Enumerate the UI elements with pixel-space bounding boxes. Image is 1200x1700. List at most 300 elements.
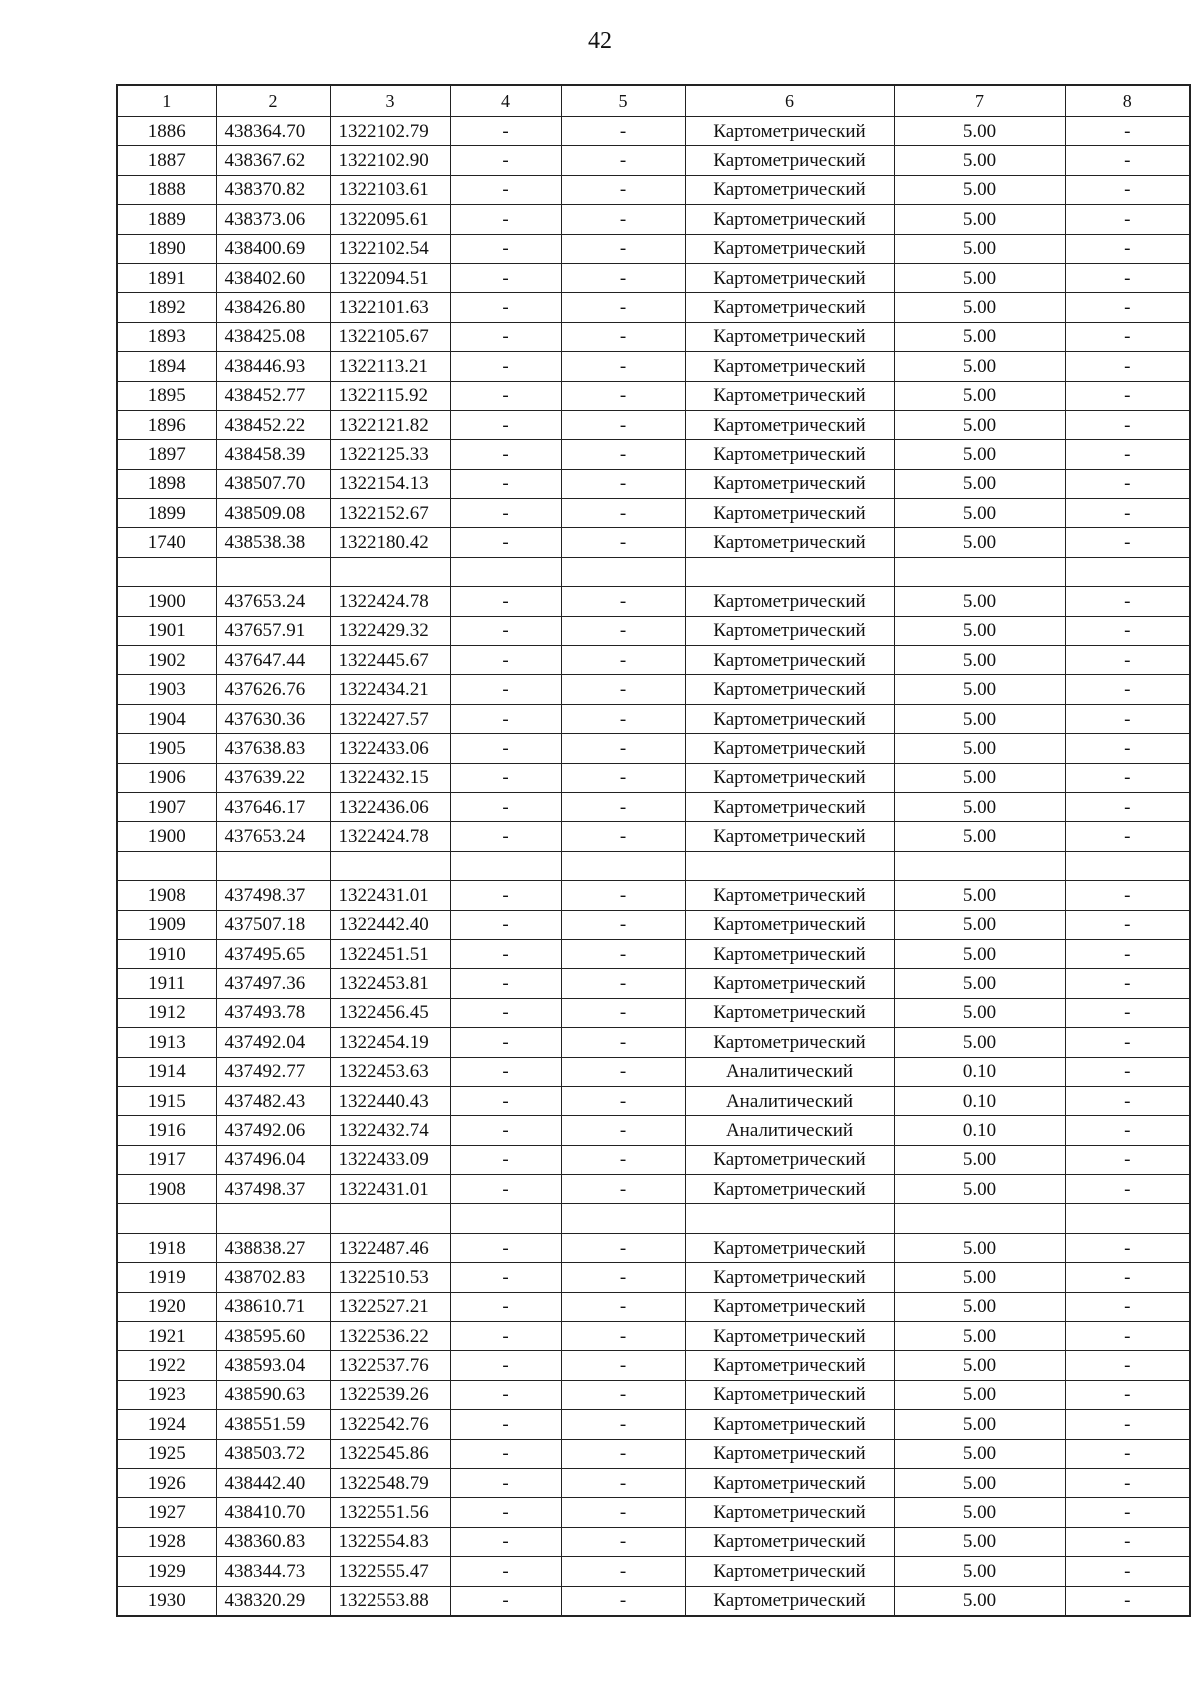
table-row <box>117 1498 1190 1527</box>
table-row <box>117 939 1190 968</box>
coordinate-x: 437492.06 <box>216 1116 330 1145</box>
coordinate-y <box>330 851 450 880</box>
column-4: - <box>450 1086 561 1115</box>
column-4: - <box>450 1439 561 1468</box>
coordinate-y: 1322432.15 <box>330 763 450 792</box>
coordinate-y: 1322115.92 <box>330 381 450 410</box>
column-header: 1 <box>117 85 216 117</box>
column-8: - <box>1065 322 1190 351</box>
coordinate-x: 438593.04 <box>216 1351 330 1380</box>
table-row <box>117 822 1190 851</box>
column-4: - <box>450 1586 561 1616</box>
column-4: - <box>450 1145 561 1174</box>
accuracy: 5.00 <box>894 410 1065 439</box>
method <box>685 851 894 880</box>
column-8: - <box>1065 1586 1190 1616</box>
coordinate-y: 1322427.57 <box>330 704 450 733</box>
column-header: 7 <box>894 85 1065 117</box>
coordinate-x: 437646.17 <box>216 792 330 821</box>
column-4: - <box>450 322 561 351</box>
column-8: - <box>1065 499 1190 528</box>
column-4: - <box>450 1057 561 1086</box>
coordinate-x <box>216 851 330 880</box>
point-number: 1911 <box>117 969 216 998</box>
coordinate-y: 1322103.61 <box>330 175 450 204</box>
accuracy: 5.00 <box>894 1322 1065 1351</box>
table-row <box>117 322 1190 351</box>
column-5: - <box>561 734 685 763</box>
column-5: - <box>561 528 685 557</box>
coordinate-y: 1322101.63 <box>330 293 450 322</box>
accuracy <box>894 851 1065 880</box>
column-8: - <box>1065 1380 1190 1409</box>
point-number: 1893 <box>117 322 216 351</box>
page-number: 42 <box>588 28 612 54</box>
column-4: - <box>450 234 561 263</box>
accuracy: 5.00 <box>894 352 1065 381</box>
column-4: - <box>450 440 561 469</box>
table-row <box>117 1468 1190 1497</box>
coordinate-x: 438364.70 <box>216 117 330 146</box>
method: Картометрический <box>685 322 894 351</box>
column-5: - <box>561 881 685 910</box>
coordinate-y: 1322454.19 <box>330 1028 450 1057</box>
method: Картометрический <box>685 616 894 645</box>
coordinate-x: 437639.22 <box>216 763 330 792</box>
table-row <box>117 234 1190 263</box>
column-header: 8 <box>1065 85 1190 117</box>
column-8: - <box>1065 410 1190 439</box>
method: Картометрический <box>685 1145 894 1174</box>
accuracy: 5.00 <box>894 1586 1065 1616</box>
coordinate-y: 1322542.76 <box>330 1410 450 1439</box>
coordinate-y: 1322555.47 <box>330 1557 450 1586</box>
separator-row <box>117 851 1190 880</box>
method: Картометрический <box>685 881 894 910</box>
column-8: - <box>1065 1028 1190 1057</box>
method: Картометрический <box>685 969 894 998</box>
column-5: - <box>561 1057 685 1086</box>
column-5: - <box>561 704 685 733</box>
column-4: - <box>450 1175 561 1204</box>
accuracy: 5.00 <box>894 205 1065 234</box>
method: Картометрический <box>685 1557 894 1586</box>
method: Картометрический <box>685 1586 894 1616</box>
table-row <box>117 293 1190 322</box>
coordinate-y: 1322429.32 <box>330 616 450 645</box>
point-number: 1904 <box>117 704 216 733</box>
column-5: - <box>561 587 685 616</box>
accuracy: 5.00 <box>894 969 1065 998</box>
table-row <box>117 998 1190 1027</box>
column-5: - <box>561 763 685 792</box>
point-number <box>117 1204 216 1233</box>
column-4: - <box>450 1322 561 1351</box>
column-4: - <box>450 117 561 146</box>
column-4: - <box>450 910 561 939</box>
column-8: - <box>1065 205 1190 234</box>
column-8: - <box>1065 1527 1190 1556</box>
coordinate-x: 437647.44 <box>216 646 330 675</box>
column-4: - <box>450 499 561 528</box>
table-row <box>117 587 1190 616</box>
point-number: 1928 <box>117 1527 216 1556</box>
method: Картометрический <box>685 792 894 821</box>
column-5: - <box>561 1233 685 1262</box>
column-header: 2 <box>216 85 330 117</box>
table-row <box>117 675 1190 704</box>
column-4: - <box>450 1233 561 1262</box>
coordinate-y: 1322432.74 <box>330 1116 450 1145</box>
point-number: 1899 <box>117 499 216 528</box>
column-5: - <box>561 1086 685 1115</box>
column-5: - <box>561 322 685 351</box>
column-5: - <box>561 1498 685 1527</box>
column-8: - <box>1065 117 1190 146</box>
column-4: - <box>450 998 561 1027</box>
table-row <box>117 1175 1190 1204</box>
method <box>685 1204 894 1233</box>
column-5: - <box>561 1586 685 1616</box>
table-row <box>117 1263 1190 1292</box>
table-row <box>117 1586 1190 1616</box>
table-header-row <box>117 85 1190 117</box>
column-4: - <box>450 528 561 557</box>
coordinate-y: 1322102.79 <box>330 117 450 146</box>
accuracy: 5.00 <box>894 499 1065 528</box>
column-4: - <box>450 1380 561 1409</box>
method: Картометрический <box>685 205 894 234</box>
coordinate-y: 1322424.78 <box>330 587 450 616</box>
accuracy: 5.00 <box>894 1351 1065 1380</box>
separator-row <box>117 1204 1190 1233</box>
coordinate-y: 1322431.01 <box>330 1175 450 1204</box>
point-number: 1903 <box>117 675 216 704</box>
coordinate-y: 1322539.26 <box>330 1380 450 1409</box>
column-8: - <box>1065 1145 1190 1174</box>
coordinate-x <box>216 557 330 586</box>
accuracy: 5.00 <box>894 910 1065 939</box>
point-number: 1921 <box>117 1322 216 1351</box>
point-number: 1901 <box>117 616 216 645</box>
coordinate-x: 438446.93 <box>216 352 330 381</box>
point-number: 1915 <box>117 1086 216 1115</box>
point-number: 1916 <box>117 1116 216 1145</box>
column-4 <box>450 851 561 880</box>
coordinate-x: 438400.69 <box>216 234 330 263</box>
coordinate-x: 437492.77 <box>216 1057 330 1086</box>
coordinate-x: 438503.72 <box>216 1439 330 1468</box>
column-5: - <box>561 910 685 939</box>
column-5: - <box>561 117 685 146</box>
method: Картометрический <box>685 440 894 469</box>
column-8: - <box>1065 234 1190 263</box>
point-number: 1925 <box>117 1439 216 1468</box>
coordinate-x: 438838.27 <box>216 1233 330 1262</box>
method: Картометрический <box>685 646 894 675</box>
accuracy: 5.00 <box>894 1498 1065 1527</box>
point-number: 1908 <box>117 881 216 910</box>
table-row <box>117 1086 1190 1115</box>
point-number: 1906 <box>117 763 216 792</box>
method: Картометрический <box>685 117 894 146</box>
column-8: - <box>1065 352 1190 381</box>
column-8: - <box>1065 263 1190 292</box>
accuracy: 5.00 <box>894 381 1065 410</box>
accuracy: 5.00 <box>894 792 1065 821</box>
column-5: - <box>561 1380 685 1409</box>
column-5: - <box>561 998 685 1027</box>
method: Картометрический <box>685 910 894 939</box>
table-row <box>117 1439 1190 1468</box>
point-number: 1898 <box>117 469 216 498</box>
column-4: - <box>450 616 561 645</box>
column-5: - <box>561 822 685 851</box>
method: Картометрический <box>685 1263 894 1292</box>
method: Картометрический <box>685 352 894 381</box>
method: Картометрический <box>685 528 894 557</box>
column-4: - <box>450 293 561 322</box>
method: Картометрический <box>685 1380 894 1409</box>
point-number: 1910 <box>117 939 216 968</box>
coordinate-y: 1322536.22 <box>330 1322 450 1351</box>
table-row <box>117 1527 1190 1556</box>
accuracy <box>894 557 1065 586</box>
table-row <box>117 1028 1190 1057</box>
column-8: - <box>1065 1057 1190 1086</box>
column-5: - <box>561 675 685 704</box>
column-8: - <box>1065 998 1190 1027</box>
table-row <box>117 616 1190 645</box>
point-number: 1740 <box>117 528 216 557</box>
coordinate-x: 438367.62 <box>216 146 330 175</box>
table-row <box>117 1557 1190 1586</box>
separator-row <box>117 557 1190 586</box>
method: Картометрический <box>685 1175 894 1204</box>
column-8: - <box>1065 1351 1190 1380</box>
accuracy: 5.00 <box>894 1292 1065 1321</box>
column-8: - <box>1065 881 1190 910</box>
column-8: - <box>1065 675 1190 704</box>
coordinate-y: 1322424.78 <box>330 822 450 851</box>
point-number: 1900 <box>117 822 216 851</box>
column-4: - <box>450 1028 561 1057</box>
column-5: - <box>561 263 685 292</box>
table-row <box>117 1057 1190 1086</box>
coordinate-x: 437498.37 <box>216 881 330 910</box>
coordinate-x: 438538.38 <box>216 528 330 557</box>
column-5: - <box>561 646 685 675</box>
point-number: 1930 <box>117 1586 216 1616</box>
column-5: - <box>561 1439 685 1468</box>
coordinate-y: 1322436.06 <box>330 792 450 821</box>
column-5: - <box>561 410 685 439</box>
coordinate-x: 438360.83 <box>216 1527 330 1556</box>
column-8: - <box>1065 1557 1190 1586</box>
table-row <box>117 1322 1190 1351</box>
point-number: 1929 <box>117 1557 216 1586</box>
coordinate-y: 1322121.82 <box>330 410 450 439</box>
column-8: - <box>1065 440 1190 469</box>
coordinate-y: 1322453.81 <box>330 969 450 998</box>
accuracy: 5.00 <box>894 146 1065 175</box>
accuracy: 5.00 <box>894 293 1065 322</box>
method: Картометрический <box>685 410 894 439</box>
coordinate-y: 1322456.45 <box>330 998 450 1027</box>
coordinates-table <box>116 84 1191 1617</box>
column-4: - <box>450 881 561 910</box>
column-4 <box>450 1204 561 1233</box>
column-4: - <box>450 1292 561 1321</box>
coordinate-x: 437492.04 <box>216 1028 330 1057</box>
method: Картометрический <box>685 469 894 498</box>
method: Картометрический <box>685 587 894 616</box>
method: Картометрический <box>685 293 894 322</box>
column-8: - <box>1065 763 1190 792</box>
table-row <box>117 352 1190 381</box>
table-row <box>117 1292 1190 1321</box>
accuracy: 5.00 <box>894 998 1065 1027</box>
column-4: - <box>450 205 561 234</box>
column-4: - <box>450 146 561 175</box>
column-header: 6 <box>685 85 894 117</box>
table-row <box>117 499 1190 528</box>
coordinate-y: 1322451.51 <box>330 939 450 968</box>
column-4 <box>450 557 561 586</box>
method: Картометрический <box>685 381 894 410</box>
accuracy: 5.00 <box>894 1380 1065 1409</box>
table-row <box>117 646 1190 675</box>
coordinate-y: 1322510.53 <box>330 1263 450 1292</box>
table-row <box>117 881 1190 910</box>
column-5: - <box>561 293 685 322</box>
column-8: - <box>1065 175 1190 204</box>
method: Картометрический <box>685 146 894 175</box>
method: Картометрический <box>685 1322 894 1351</box>
coordinate-x: 438442.40 <box>216 1468 330 1497</box>
column-4: - <box>450 1351 561 1380</box>
column-8 <box>1065 557 1190 586</box>
method: Аналитический <box>685 1086 894 1115</box>
coordinate-x: 438425.08 <box>216 322 330 351</box>
method <box>685 557 894 586</box>
point-number: 1917 <box>117 1145 216 1174</box>
column-8: - <box>1065 1468 1190 1497</box>
coordinate-x: 438595.60 <box>216 1322 330 1351</box>
column-5: - <box>561 1145 685 1174</box>
method: Картометрический <box>685 939 894 968</box>
point-number: 1920 <box>117 1292 216 1321</box>
column-5: - <box>561 1175 685 1204</box>
column-header: 3 <box>330 85 450 117</box>
column-4: - <box>450 469 561 498</box>
column-5: - <box>561 499 685 528</box>
coordinate-y: 1322102.90 <box>330 146 450 175</box>
accuracy: 5.00 <box>894 881 1065 910</box>
column-5: - <box>561 1116 685 1145</box>
column-5: - <box>561 146 685 175</box>
column-8: - <box>1065 1410 1190 1439</box>
coordinate-x: 438452.77 <box>216 381 330 410</box>
column-5: - <box>561 175 685 204</box>
point-number: 1900 <box>117 587 216 616</box>
method: Картометрический <box>685 1410 894 1439</box>
table-row <box>117 1351 1190 1380</box>
accuracy: 5.00 <box>894 469 1065 498</box>
coordinate-y: 1322094.51 <box>330 263 450 292</box>
column-8: - <box>1065 146 1190 175</box>
table-row <box>117 146 1190 175</box>
column-8: - <box>1065 646 1190 675</box>
accuracy: 5.00 <box>894 734 1065 763</box>
coordinate-x: 437626.76 <box>216 675 330 704</box>
column-8: - <box>1065 910 1190 939</box>
column-4: - <box>450 587 561 616</box>
coordinate-x: 438410.70 <box>216 1498 330 1527</box>
accuracy: 5.00 <box>894 263 1065 292</box>
column-8: - <box>1065 792 1190 821</box>
table-row <box>117 1116 1190 1145</box>
column-8: - <box>1065 616 1190 645</box>
column-4: - <box>450 1498 561 1527</box>
point-number: 1922 <box>117 1351 216 1380</box>
method: Картометрический <box>685 704 894 733</box>
accuracy: 5.00 <box>894 175 1065 204</box>
table-row <box>117 1380 1190 1409</box>
accuracy: 5.00 <box>894 440 1065 469</box>
coordinate-x: 437507.18 <box>216 910 330 939</box>
coordinate-x: 438320.29 <box>216 1586 330 1616</box>
accuracy <box>894 1204 1065 1233</box>
table-row <box>117 1410 1190 1439</box>
point-number: 1908 <box>117 1175 216 1204</box>
coordinate-x: 438458.39 <box>216 440 330 469</box>
coordinate-y: 1322442.40 <box>330 910 450 939</box>
table-row <box>117 1233 1190 1262</box>
point-number: 1918 <box>117 1233 216 1262</box>
point-number: 1909 <box>117 910 216 939</box>
coordinate-x: 437493.78 <box>216 998 330 1027</box>
point-number: 1889 <box>117 205 216 234</box>
column-8: - <box>1065 528 1190 557</box>
column-5 <box>561 851 685 880</box>
point-number: 1886 <box>117 117 216 146</box>
column-8: - <box>1065 704 1190 733</box>
method: Картометрический <box>685 1498 894 1527</box>
column-5: - <box>561 1557 685 1586</box>
column-5: - <box>561 352 685 381</box>
method: Картометрический <box>685 734 894 763</box>
method: Картометрический <box>685 675 894 704</box>
coordinate-x: 438702.83 <box>216 1263 330 1292</box>
coordinate-x: 437498.37 <box>216 1175 330 1204</box>
method: Картометрический <box>685 499 894 528</box>
column-5: - <box>561 1292 685 1321</box>
coordinate-x: 437653.24 <box>216 822 330 851</box>
coordinate-x: 438551.59 <box>216 1410 330 1439</box>
column-5: - <box>561 234 685 263</box>
column-5: - <box>561 792 685 821</box>
coordinate-y: 1322434.21 <box>330 675 450 704</box>
coordinate-x: 438426.80 <box>216 293 330 322</box>
coordinate-x: 437482.43 <box>216 1086 330 1115</box>
column-4: - <box>450 792 561 821</box>
coordinate-y: 1322125.33 <box>330 440 450 469</box>
column-5: - <box>561 1322 685 1351</box>
column-5: - <box>561 1263 685 1292</box>
accuracy: 0.10 <box>894 1116 1065 1145</box>
accuracy: 5.00 <box>894 939 1065 968</box>
